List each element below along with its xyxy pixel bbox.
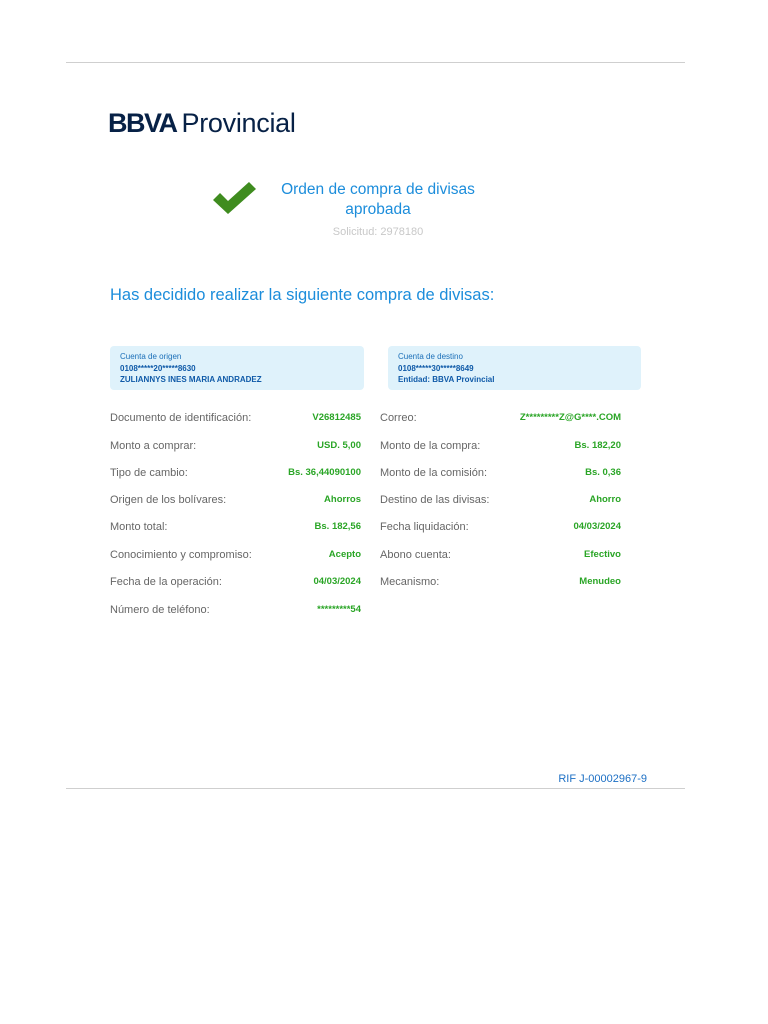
detail-label: Monto de la compra: [380,440,481,452]
origin-account-number: 0108*****20*****8630 [120,363,196,373]
detail-row-phone-number [110,602,361,618]
detail-row-bolivares-origin [110,492,361,508]
detail-value: *********54 [317,604,361,615]
detail-row-operation-date [110,574,361,590]
detail-value: Acepto [328,549,361,560]
detail-value: Menudeo [579,576,621,587]
detail-label: Destino de las divisas: [380,494,490,506]
detail-value: V26812485 [312,412,361,423]
detail-row-settlement-date [380,519,621,535]
detail-value: Ahorros [324,494,361,505]
detail-label: Abono cuenta: [380,549,451,561]
approved-title-line2: aprobada [345,201,411,218]
detail-row-currency-destination [380,492,621,508]
detail-value: Bs. 182,20 [574,440,621,451]
detail-value: Bs. 36,44090100 [288,467,361,478]
detail-value: Z*********Z@G****.COM [519,412,621,423]
detail-label: Monto total: [110,521,168,533]
detail-label: Conocimiento y compromiso: [110,549,252,561]
detail-label: Documento de identificación: [110,412,252,424]
detail-row-acknowledgement [110,547,361,563]
detail-value: 04/03/2024 [573,521,621,532]
detail-value: Bs. 0,36 [585,467,621,478]
detail-label: Origen de los bolívares: [110,494,227,506]
detail-row-account-credit [380,547,621,563]
detail-row-email [380,410,621,426]
origin-account-holder: ZULIANNYS INES MARIA ANDRADEZ [120,375,262,384]
detail-row-id-document [110,410,361,426]
detail-row-purchase-amount [110,438,361,454]
detail-value: Efectivo [584,549,621,560]
detail-row-commission [380,465,621,481]
detail-row-total-amount [110,519,361,535]
detail-value: Bs. 182,56 [314,521,361,532]
detail-label: Fecha liquidación: [380,521,469,533]
destination-account-number: 0108*****30*****8649 [398,363,474,373]
bottom-divider [66,788,685,789]
detail-label: Mecanismo: [380,576,440,588]
detail-label: Tipo de cambio: [110,467,188,479]
top-divider [66,62,685,63]
detail-value: USD. 5,00 [317,440,361,451]
origin-account-title: Cuenta de origen [120,352,182,361]
detail-label: Monto de la comisión: [380,467,487,479]
check-icon [211,180,259,216]
detail-row-purchase-total [380,438,621,454]
detail-value: 04/03/2024 [313,576,361,587]
origin-account-box [110,346,364,390]
approved-title-line1: Orden de compra de divisas [281,181,475,198]
logo-sub: Provincial [181,108,296,138]
approved-title [258,180,498,220]
detail-row-mechanism [380,574,621,590]
rif-number: RIF J-00002967-9 [558,773,647,785]
bbva-provincial-logo [108,105,296,141]
destination-account-title: Cuenta de destino [398,352,463,361]
detail-label: Monto a comprar: [110,440,197,452]
detail-row-exchange-rate [110,465,361,481]
summary-heading: Has decidido realizar la siguiente compra de divisas: [110,286,495,304]
request-number: Solicitud: 2978180 [332,226,424,238]
logo-brand: BBVA [108,108,177,138]
detail-label: Correo: [380,412,417,424]
destination-account-box [388,346,641,390]
destination-account-entity: Entidad: BBVA Provincial [398,375,495,384]
detail-label: Número de teléfono: [110,604,210,616]
detail-value: Ahorro [589,494,621,505]
detail-label: Fecha de la operación: [110,576,222,588]
